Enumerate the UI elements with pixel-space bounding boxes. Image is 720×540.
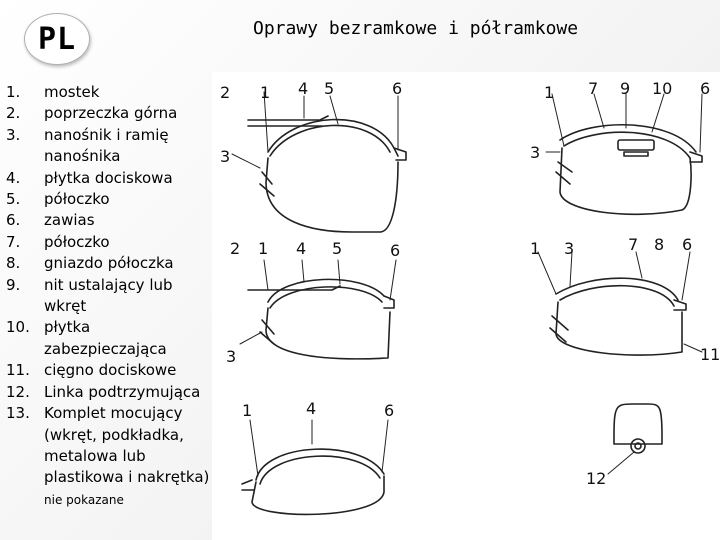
page-title: Oprawy bezramkowe i półramkowe xyxy=(253,18,579,39)
legend-text: płytka zabezpieczająca xyxy=(44,318,167,358)
diagram-2-label: 7 xyxy=(588,79,599,98)
diagram-4-label: 1 xyxy=(530,239,541,258)
diagram-2-label: 1 xyxy=(544,83,555,102)
legend-item xyxy=(6,210,211,231)
diagram-6-label: 12 xyxy=(586,469,607,488)
diagram-4-label: 11 xyxy=(700,345,720,364)
diagram-2-label: 9 xyxy=(620,79,631,98)
diagram-5-label: 4 xyxy=(306,399,317,418)
legend-number: 5. xyxy=(6,190,21,209)
legend-note: nie pokazane xyxy=(44,492,124,507)
diagram-4 xyxy=(538,252,702,355)
legend-number: 7. xyxy=(6,232,21,251)
legend-text: Linka podtrzymująca xyxy=(44,382,201,401)
diagram-1-label: 5 xyxy=(324,79,335,98)
diagram-1-label: 1 xyxy=(260,83,271,102)
diagram-3-label: 3 xyxy=(226,347,237,366)
legend-item xyxy=(6,168,211,189)
legend-item xyxy=(6,125,211,168)
legend-item xyxy=(6,232,211,253)
legend-item xyxy=(6,82,211,103)
diagram-4-label: 3 xyxy=(564,239,575,258)
legend-number: 9. xyxy=(6,275,21,294)
legend-text-main: Komplet mocujący (wkręt, podkładka, metalowa lub plastikowa i nakrętka) xyxy=(44,404,210,487)
diagram-1-label: 4 xyxy=(298,79,309,98)
legend-number: 2. xyxy=(6,104,21,123)
diagram-1-label: 6 xyxy=(392,79,403,98)
legend-item xyxy=(6,382,211,403)
legend-item xyxy=(6,253,211,274)
legend-number: 6. xyxy=(6,211,21,230)
diagram-panel xyxy=(212,72,720,540)
diagram-1 xyxy=(232,92,406,232)
legend-text: poprzeczka górna xyxy=(44,104,178,123)
legend-text: nanośnik i ramię nanośnika xyxy=(44,125,169,166)
legend-item xyxy=(6,317,211,360)
legend-number: 13. xyxy=(6,404,30,423)
legend-text: półoczko xyxy=(44,232,110,251)
diagram-2-label: 6 xyxy=(700,79,711,98)
diagram-4-label: 6 xyxy=(682,235,693,254)
legend-text: półoczko xyxy=(44,190,110,209)
legend-number: 10. xyxy=(6,318,30,337)
legend-text: mostek xyxy=(44,83,100,101)
diagram-3-label: 1 xyxy=(258,239,269,258)
parts-legend xyxy=(6,82,211,511)
legend-item xyxy=(6,103,211,124)
diagram-3-label: 4 xyxy=(296,239,307,258)
diagram-5-label: 6 xyxy=(384,401,395,420)
legend-text: zawias xyxy=(44,211,95,230)
legend-number: 12. xyxy=(6,382,30,401)
legend-text xyxy=(44,403,211,511)
legend-text: płytka dociskowa xyxy=(44,168,173,187)
legend-item xyxy=(6,360,211,381)
legend-number: 3. xyxy=(6,125,21,144)
diagram-1-label: 3 xyxy=(220,147,231,166)
diagram-3-label: 6 xyxy=(390,241,401,260)
diagram-3-label: 2 xyxy=(230,239,241,258)
language-badge: PL xyxy=(24,13,90,65)
diagram-4-label: 8 xyxy=(654,235,665,254)
diagram-1-label: 2 xyxy=(220,83,231,102)
diagram-4-label: 7 xyxy=(628,235,639,254)
legend-number: 1. xyxy=(6,83,21,101)
diagram-5-label: 1 xyxy=(242,401,253,420)
legend-number: 8. xyxy=(6,254,21,273)
legend-text: nit ustalający lub wkręt xyxy=(44,275,173,316)
legend-item xyxy=(6,275,211,318)
legend-number: 4. xyxy=(6,168,21,187)
diagram-2-label: 3 xyxy=(530,143,541,162)
diagram-2-label: 10 xyxy=(652,79,673,98)
diagram-6 xyxy=(608,404,662,474)
legend-item xyxy=(6,189,211,210)
legend-item xyxy=(6,403,211,511)
diagram-2 xyxy=(546,94,702,214)
diagram-5 xyxy=(242,420,388,514)
legend-text: cięgno dociskowe xyxy=(44,361,177,380)
frame-diagrams xyxy=(212,72,720,540)
diagram-3-label: 5 xyxy=(332,239,343,258)
diagram-3 xyxy=(240,260,396,359)
legend-text: gniazdo półoczka xyxy=(44,254,174,273)
legend-number: 11. xyxy=(6,361,30,380)
